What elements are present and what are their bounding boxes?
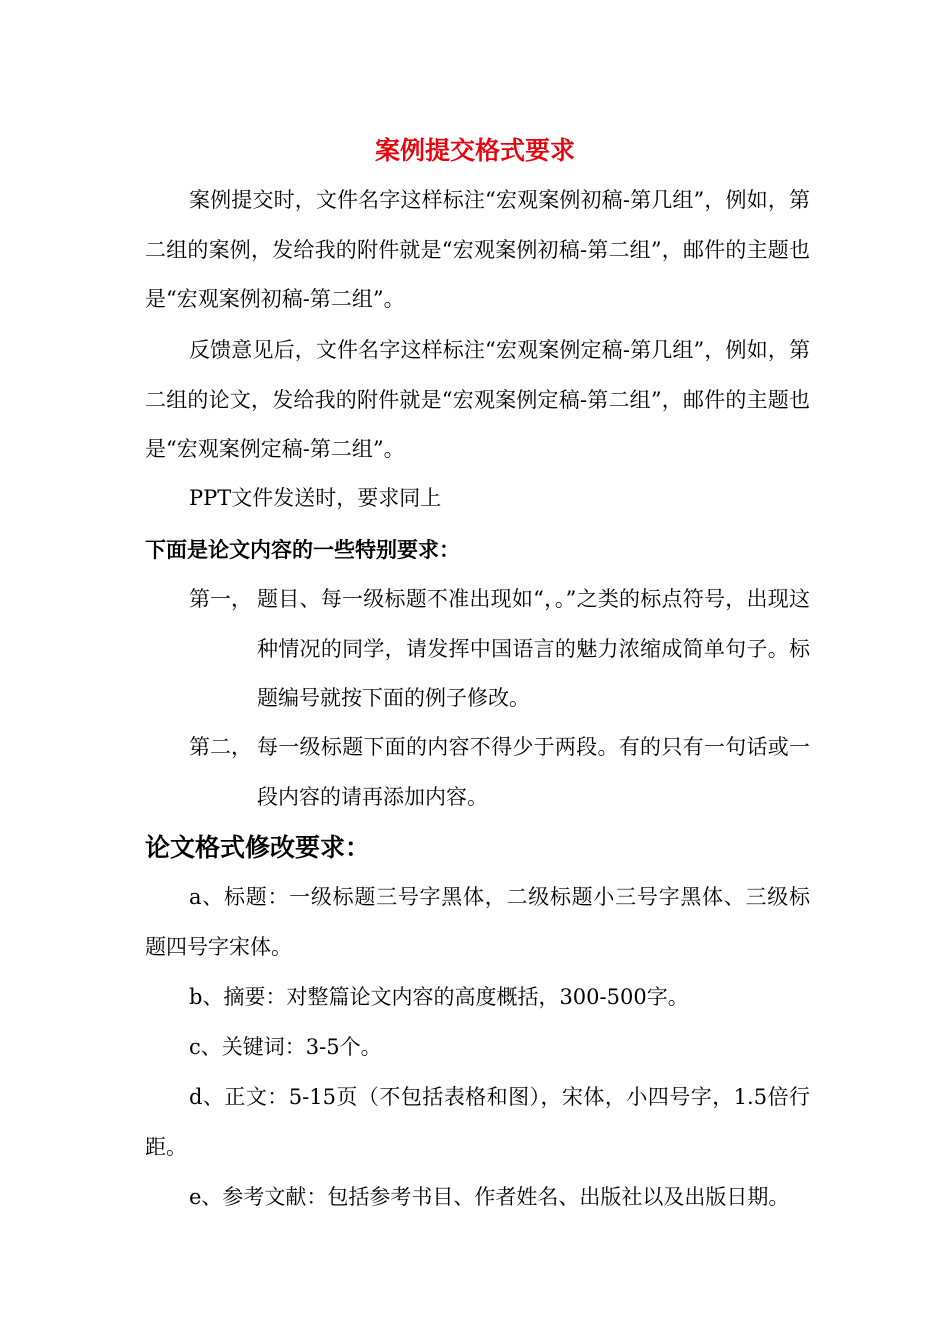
document-title: 案例提交格式要求	[374, 136, 575, 165]
special-item-text: 每一级标题下面的内容不得少于两段。有的只有一句话或一段内容的请再添加内容。	[257, 735, 810, 809]
special-item-label: 第一，	[189, 587, 252, 611]
special-item-label: 第二，	[189, 735, 252, 759]
special-item-text: 题目、每一级标题不准出现如“，。”之类的标点符号，出现这种情况的同学，请发挥中国语言的魅力浓缩成简单句子。标题编号就按下面的例子修改。	[257, 587, 810, 710]
format-item-keywords: c、关键词：3-5个。	[189, 1035, 382, 1059]
format-item-references: e、参考文献：包括参考书目、作者姓名、出版社以及出版日期。	[189, 1185, 790, 1209]
special-item-2	[189, 723, 810, 822]
paragraph-feedback: 反馈意见后，文件名字这样标注“宏观案例定稿-第几组”，例如，第二组的论文，发给我的附件就是“宏观案例定稿-第二组”，邮件的主题也是“宏观案例定稿-第二组”。	[145, 338, 810, 461]
special-item-1	[189, 575, 810, 724]
paragraph-ppt: PPT文件发送时，要求同上	[189, 486, 442, 510]
special-requirements-heading: 下面是论文内容的一些特别要求：	[145, 538, 460, 562]
paragraph-submission: 案例提交时，文件名字这样标注“宏观案例初稿-第几组”，例如，第二组的案例，发给我的附件就是“宏观案例初稿-第二组”，邮件的主题也是“宏观案例初稿-第二组”。	[145, 188, 810, 311]
format-item-body: d、正文：5-15页（不包括表格和图），宋体，小四号字，1.5倍行距。	[145, 1085, 810, 1159]
format-item-abstract: b、摘要：对整篇论文内容的高度概括，300-500字。	[189, 985, 689, 1009]
format-requirements-heading: 论文格式修改要求：	[145, 833, 371, 862]
format-item-title: a、标题：一级标题三号字黑体，二级标题小三号字黑体、三级标题四号字宋体。	[145, 885, 810, 959]
